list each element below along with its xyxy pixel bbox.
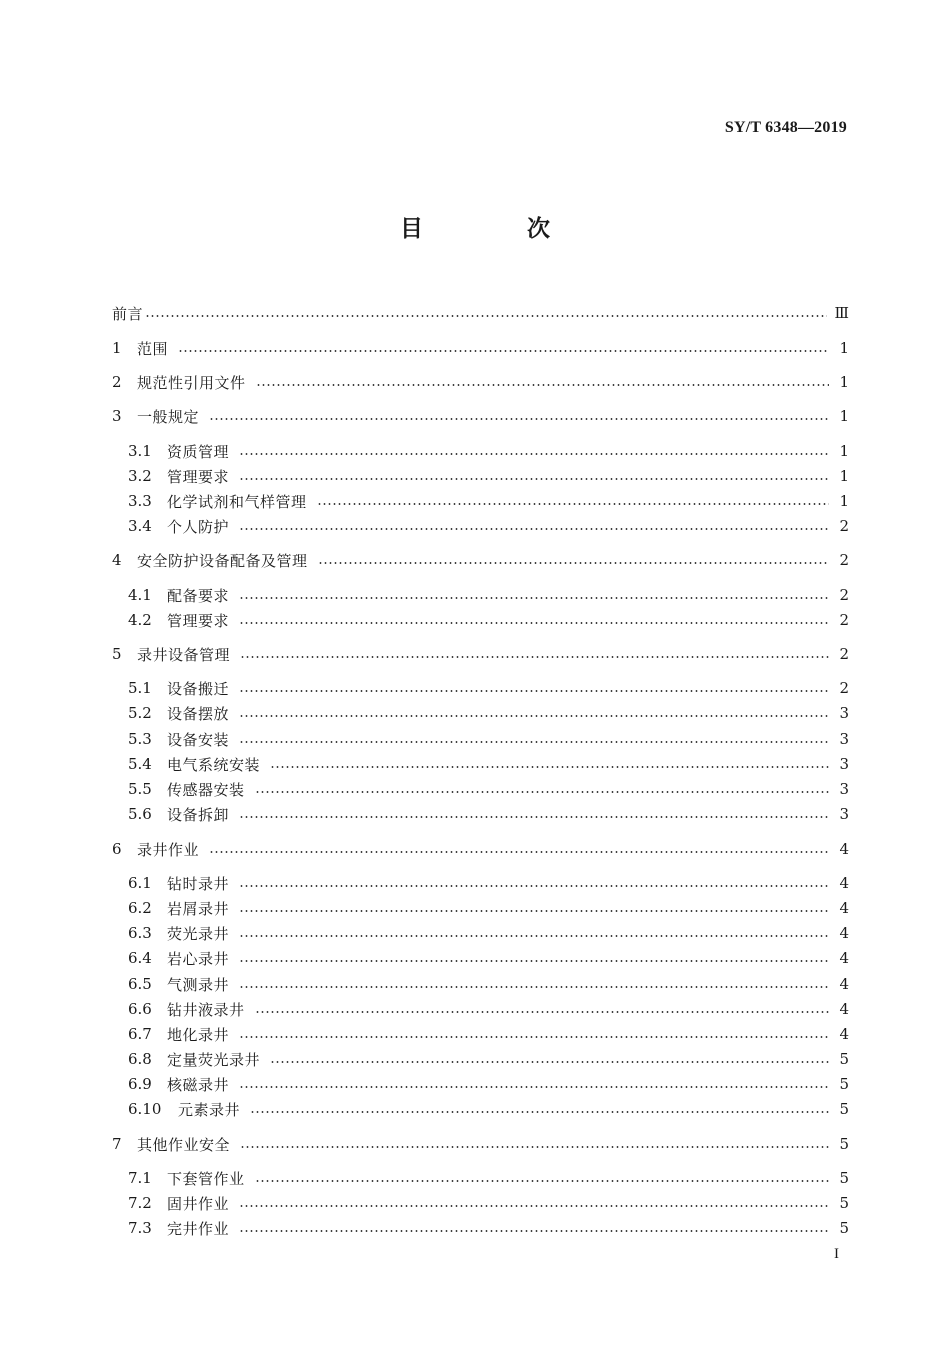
toc-entry[interactable] <box>128 677 849 699</box>
toc-entry-page: 5 <box>839 1219 849 1237</box>
toc-entry-number: 5 <box>112 645 122 663</box>
toc-entry-page: 1 <box>839 492 849 510</box>
toc-entry-number: 7.3 <box>128 1219 152 1237</box>
toc-entry[interactable] <box>112 337 849 359</box>
toc-entry-number: 4 <box>112 551 122 569</box>
toc-entry-page: 5 <box>839 1194 849 1212</box>
toc-entry-page: 4 <box>839 949 849 967</box>
toc-entry-number: 4.2 <box>128 611 152 629</box>
toc-entry-number: 2 <box>112 373 122 391</box>
toc-entry[interactable] <box>112 1133 849 1155</box>
toc-entry-page: 1 <box>839 442 849 460</box>
dot-leader <box>239 973 829 995</box>
toc-entry-page: 3 <box>839 780 849 798</box>
toc-entry-label: 安全防护设备配备及管理 <box>137 551 308 570</box>
dot-leader <box>256 371 829 393</box>
toc-entry-page: 3 <box>839 704 849 722</box>
toc-entry[interactable] <box>128 584 849 606</box>
toc-entry-label: 录井作业 <box>137 840 200 859</box>
toc-entry[interactable] <box>112 643 849 665</box>
dot-leader <box>240 1133 829 1155</box>
toc-entry-number: 3.3 <box>128 492 152 510</box>
toc-entry-label: 固井作业 <box>167 1194 230 1213</box>
toc-entry-page: 4 <box>839 874 849 892</box>
dot-leader <box>239 465 829 487</box>
toc-entry[interactable] <box>128 465 849 487</box>
toc-entry-page: Ⅲ <box>834 304 849 322</box>
toc-entry-page: 2 <box>839 517 849 535</box>
footer-page-number: I <box>834 1246 839 1262</box>
toc-entry-label: 管理要求 <box>167 611 230 630</box>
toc-entry-number: 3.4 <box>128 517 152 535</box>
toc-entry-label: 岩心录井 <box>167 949 230 968</box>
toc-entry[interactable] <box>128 947 849 969</box>
toc-entry-page: 3 <box>839 805 849 823</box>
dot-leader <box>239 1023 829 1045</box>
toc-entry-page: 1 <box>839 407 849 425</box>
toc-entry-number: 6.2 <box>128 899 152 917</box>
toc-entry-page: 4 <box>839 899 849 917</box>
toc-entry[interactable] <box>112 549 849 571</box>
dot-leader <box>239 947 829 969</box>
toc-entry-number: 6.7 <box>128 1025 152 1043</box>
toc-entry-page: 2 <box>839 551 849 569</box>
toc-entry-number: 5.6 <box>128 805 152 823</box>
toc-entry-label: 个人防护 <box>167 517 230 536</box>
toc-entry-label: 传感器安装 <box>167 780 245 799</box>
standard-code: SY/T 6348—2019 <box>724 119 847 136</box>
toc-entry-label: 元素录井 <box>178 1100 241 1119</box>
dot-leader <box>239 702 829 724</box>
toc-entry[interactable] <box>128 609 849 631</box>
toc-entry[interactable] <box>112 838 849 860</box>
toc-entry-page: 5 <box>839 1135 849 1153</box>
dot-leader <box>239 872 829 894</box>
toc-entry-number: 4.1 <box>128 586 152 604</box>
toc-entry[interactable] <box>128 440 849 462</box>
toc-entry-number: 6.1 <box>128 874 152 892</box>
toc-entry[interactable] <box>128 973 849 995</box>
dot-leader <box>255 998 829 1020</box>
toc-entry-label: 管理要求 <box>167 467 230 486</box>
toc-entry[interactable] <box>112 302 849 324</box>
dot-leader <box>239 803 829 825</box>
dot-leader <box>209 405 829 427</box>
toc-entry-number: 3.2 <box>128 467 152 485</box>
toc-entry-page: 1 <box>839 373 849 391</box>
dot-leader <box>239 922 829 944</box>
dot-leader <box>255 1167 829 1189</box>
toc-entry-label: 设备搬迁 <box>167 679 230 698</box>
toc-entry-label: 定量荧光录井 <box>167 1050 261 1069</box>
toc-entry-page: 3 <box>839 730 849 748</box>
toc-entry[interactable] <box>128 490 849 512</box>
dot-leader <box>239 677 829 699</box>
page-title: 目 次 <box>399 216 598 242</box>
dot-leader <box>270 753 829 775</box>
toc-entry-number: 1 <box>112 339 122 357</box>
toc-entry[interactable] <box>128 778 849 800</box>
dot-leader <box>317 490 829 512</box>
dot-leader <box>239 609 829 631</box>
toc-entry[interactable] <box>128 803 849 825</box>
toc-entry-label: 设备拆卸 <box>167 805 230 824</box>
toc-entry-label: 范围 <box>137 339 169 358</box>
dot-leader <box>239 1217 829 1239</box>
toc-entry[interactable] <box>128 1023 849 1045</box>
toc-entry-page: 2 <box>839 611 849 629</box>
toc-entry-page: 5 <box>839 1169 849 1187</box>
toc-entry-page: 3 <box>839 755 849 773</box>
dot-leader <box>239 515 829 537</box>
toc-entry-label: 设备摆放 <box>167 704 230 723</box>
toc-entry-number: 5.3 <box>128 730 152 748</box>
toc-entry-label: 一般规定 <box>137 407 200 426</box>
dot-leader <box>239 1073 829 1095</box>
toc-entry-number: 6.8 <box>128 1050 152 1068</box>
dot-leader <box>318 549 829 571</box>
toc-entry-label: 电气系统安装 <box>167 755 261 774</box>
toc-entry-number: 7 <box>112 1135 122 1153</box>
toc-entry-number: 6.9 <box>128 1075 152 1093</box>
toc-entry-number: 7.2 <box>128 1194 152 1212</box>
dot-leader <box>178 337 829 359</box>
dot-leader <box>255 778 829 800</box>
toc-entry-label: 气测录井 <box>167 975 230 994</box>
toc-entry-page: 5 <box>839 1050 849 1068</box>
toc-entry-number: 6.4 <box>128 949 152 967</box>
toc-entry-number: 5.1 <box>128 679 152 697</box>
toc-entry-label: 荧光录井 <box>167 924 230 943</box>
toc-entry-page: 4 <box>839 1000 849 1018</box>
toc-entry-label: 完井作业 <box>167 1219 230 1238</box>
toc-entry-number: 6.5 <box>128 975 152 993</box>
dot-leader <box>239 440 829 462</box>
toc-entry[interactable] <box>128 1098 849 1120</box>
toc-entry-page: 4 <box>839 924 849 942</box>
dot-leader <box>239 584 829 606</box>
toc-entry-label: 岩屑录井 <box>167 899 230 918</box>
dot-leader <box>209 838 829 860</box>
toc-entry[interactable] <box>128 1073 849 1095</box>
toc-entry[interactable] <box>128 753 849 775</box>
toc-entry-number: 5.5 <box>128 780 152 798</box>
toc-entry[interactable] <box>128 1167 849 1189</box>
toc-entry[interactable] <box>128 1192 849 1214</box>
toc-entry[interactable] <box>128 872 849 894</box>
toc-entry-page: 1 <box>839 339 849 357</box>
toc-entry-page: 5 <box>839 1100 849 1118</box>
toc-entry-label: 钻井液录井 <box>167 1000 245 1019</box>
toc-entry[interactable] <box>128 702 849 724</box>
toc-entry[interactable] <box>128 1048 849 1070</box>
toc-entry-label: 核磁录井 <box>167 1075 230 1094</box>
toc-entry-number: 6 <box>112 840 122 858</box>
toc-entry-label: 化学试剂和气样管理 <box>167 492 307 511</box>
toc-entry-label: 录井设备管理 <box>137 645 231 664</box>
toc-entry-number: 6.10 <box>128 1100 162 1118</box>
dot-leader <box>239 897 829 919</box>
toc-entry-label: 规范性引用文件 <box>137 373 246 392</box>
toc-entry-label: 前言 <box>112 304 144 323</box>
toc-entry-page: 2 <box>839 679 849 697</box>
toc-entry-page: 4 <box>839 1025 849 1043</box>
toc-entry-number: 6.6 <box>128 1000 152 1018</box>
toc-entry-label: 其他作业安全 <box>137 1135 231 1154</box>
dot-leader <box>145 302 827 324</box>
toc-entry[interactable] <box>128 515 849 537</box>
toc-entry-number: 5.2 <box>128 704 152 722</box>
toc-entry-page: 2 <box>839 645 849 663</box>
toc-entry-label: 钻时录井 <box>167 874 230 893</box>
toc-entry-number: 6.3 <box>128 924 152 942</box>
dot-leader <box>270 1048 829 1070</box>
dot-leader <box>239 728 829 750</box>
toc-entry[interactable] <box>128 1217 849 1239</box>
toc-entry-page: 2 <box>839 586 849 604</box>
toc-entry[interactable] <box>128 728 849 750</box>
toc-entry-label: 设备安装 <box>167 730 230 749</box>
toc-entry-label: 资质管理 <box>167 442 230 461</box>
dot-leader <box>240 643 829 665</box>
toc-entry-page: 4 <box>839 840 849 858</box>
toc-entry[interactable] <box>128 897 849 919</box>
toc-entry-number: 7.1 <box>128 1169 152 1187</box>
toc-entry-number: 3.1 <box>128 442 152 460</box>
dot-leader <box>250 1098 829 1120</box>
toc-entry-number: 5.4 <box>128 755 152 773</box>
toc-entry-page: 5 <box>839 1075 849 1093</box>
toc-entry-label: 地化录井 <box>167 1025 230 1044</box>
toc-entry-number: 3 <box>112 407 122 425</box>
toc-entry[interactable] <box>128 998 849 1020</box>
toc-entry-page: 4 <box>839 975 849 993</box>
toc-entry[interactable] <box>112 405 849 427</box>
dot-leader <box>239 1192 829 1214</box>
toc-entry-page: 1 <box>839 467 849 485</box>
toc-entry[interactable] <box>112 371 849 393</box>
toc-entry-label: 下套管作业 <box>167 1169 245 1188</box>
toc-entry-label: 配备要求 <box>167 586 230 605</box>
toc-entry[interactable] <box>128 922 849 944</box>
